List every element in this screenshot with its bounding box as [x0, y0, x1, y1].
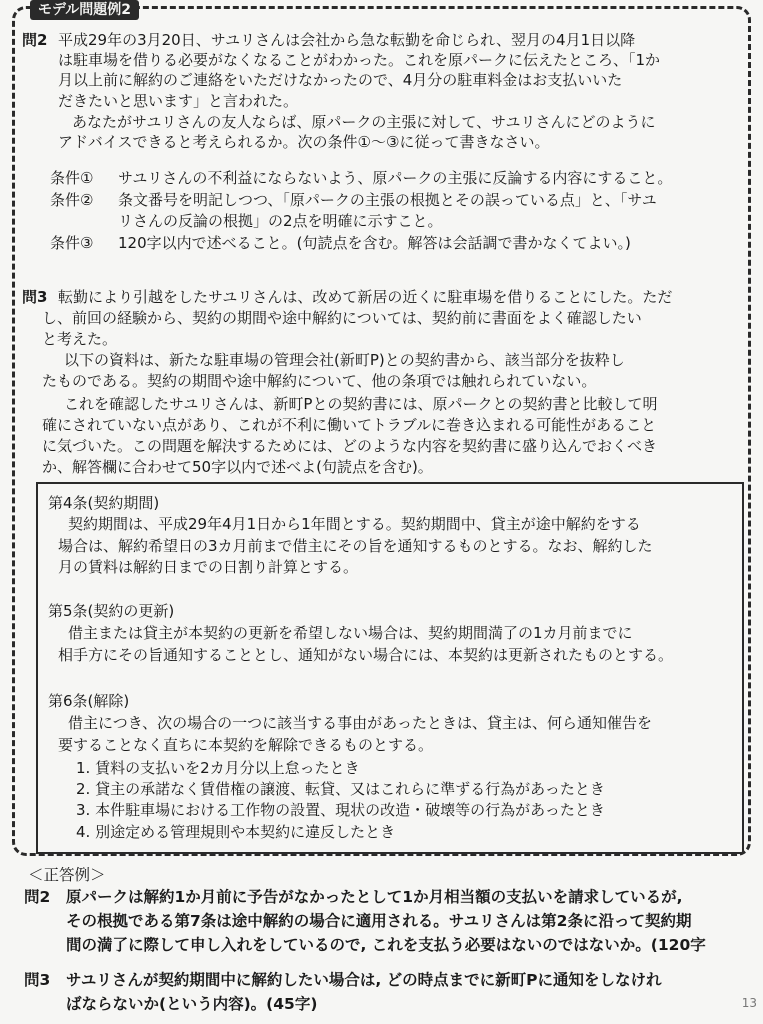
answer-q3-line: サユリさんが契約期間中に解約したい場合は, どの時点までに新町Pに通知をしなけれ — [66, 971, 662, 989]
q3-label: 問3 — [22, 288, 48, 306]
article-4-line: 場合は、解約希望日の3カ月前まで借主にその旨を通知するものとする。なお、解約した — [58, 537, 653, 555]
condition-text: 条文番号を明記しつつ、「原パークの主張の根拠とその誤っている点」と、「サユ — [118, 191, 657, 209]
answer-q2-line: その根拠である第7条は途中解約の場合に適用される。サユリさんは第2条に沿って契約期 — [66, 912, 692, 930]
q3-line: に気づいた。この問題を解決するためには、どのような内容を契約書に盛り込んでおくべき — [42, 437, 658, 455]
article-5-line: 相手方にその旨通知することとし、通知がない場合には、本契約は更新されたものとする。 — [58, 646, 674, 664]
condition-label: 条件① — [50, 169, 94, 187]
article-6-line: 借主につき、次の場合の一つに該当する事由があったときは、貸主は、何ら通知催告を — [68, 714, 652, 732]
q3-line: 転勤により引越をしたサユリさんは、改めて新居の近くに駐車場を借りることにした。ただ — [58, 288, 673, 306]
q3-line: これを確認したサユリさんは、新町Pとの契約書には、原パークとの契約書と比較して明 — [64, 395, 658, 413]
page-number: 13 — [741, 996, 757, 1010]
problem-badge: モデル問題例2 — [30, 0, 139, 20]
article-6-item: 4. 別途定める管理規則や本契約に違反したとき — [76, 823, 396, 841]
q2-line: あなたがサユリさんの友人ならば、原パークの主張に対して、サユリさんにどのように — [72, 113, 656, 131]
q3-line: と考えた。 — [42, 330, 118, 348]
condition-label: 条件② — [50, 191, 94, 209]
article-6-item: 2. 貸主の承諾なく賃借権の譲渡、転貸、又はこれらに準ずる行為があったとき — [76, 780, 605, 798]
article-4-line: 契約期間は、平成29年4月1日から1年間とする。契約期間中、貸主が途中解約をする — [68, 515, 641, 533]
condition-label: 条件③ — [50, 234, 94, 252]
article-6-item: 3. 本件駐車場における工作物の設置、現状の改造・破壊等の行為があったとき — [76, 801, 605, 819]
condition-text: サユリさんの不利益にならないよう、原パークの主張に反論する内容にすること。 — [118, 169, 673, 187]
answer-q2-line: 原パークは解約1か月前に予告がなかったとして1か月相当額の支払いを請求しているが, — [66, 888, 683, 906]
q2-line: だきたいと思います」と言われた。 — [58, 92, 299, 110]
article-5-line: 借主または貸主が本契約の更新を希望しない場合は、契約期間満了の1カ月前までに — [68, 624, 633, 642]
answer-q2-line: 間の満了に際して申し入れをしているので, これを支払う必要はないのではないか。(120字 — [66, 936, 706, 954]
q2-line: は駐車場を借りる必要がなくなることがわかった。これを原パークに伝えたところ、「1か — [58, 51, 661, 69]
q3-line: か、解答欄に合わせて50字以内で述べよ(句読点を含む)。 — [42, 458, 433, 476]
article-6-title: 第6条(解除) — [48, 692, 130, 710]
q3-line: 確にされていない点があり、これが不利に働いてトラブルに巻き込まれる可能性があること — [42, 416, 657, 434]
answer-q3-line: ばならないか(という内容)。(45字) — [66, 995, 318, 1013]
answer-q3-label: 問3 — [24, 971, 51, 989]
article-6-item: 1. 賃料の支払いを2カ月分以上怠ったとき — [76, 759, 360, 777]
article-5-title: 第5条(契約の更新) — [48, 602, 175, 620]
q2-label: 問2 — [22, 31, 48, 49]
answers-title: ＜正答例＞ — [28, 866, 106, 884]
q3-line: たものである。契約の期間や途中解約について、他の条項では触れられていない。 — [42, 372, 597, 390]
q2-line: アドバイスできると考えられるか。次の条件①～③に従って書きなさい。 — [58, 133, 550, 151]
article-6-line: 要することなく直ちに本契約を解除できるものとする。 — [58, 736, 434, 754]
q2-line: 月以上前に解約のご連絡をいただけなかったので、4月分の駐車料金はお支払いいた — [58, 71, 623, 89]
condition-text: リさんの反論の根拠」の2点を明確に示すこと。 — [118, 212, 443, 230]
condition-text: 120字以内で述べること。(句読点を含む。解答は会話調で書かなくてよい。) — [118, 234, 631, 252]
article-4-title: 第4条(契約期間) — [48, 494, 160, 512]
q2-line: 平成29年の3月20日、サユリさんは会社から急な転勤を命じられ、翌月の4月1日以降 — [58, 31, 636, 49]
q3-line: し、前回の経験から、契約の期間や途中解約については、契約前に書面をよく確認したい — [42, 309, 642, 327]
q3-line: 以下の資料は、新たな駐車場の管理会社(新町P)との契約書から、該当部分を抜粋し — [64, 351, 625, 369]
article-4-line: 月の賃料は解約日までの日割り計算とする。 — [58, 558, 359, 576]
answer-q2-label: 問2 — [24, 888, 51, 906]
